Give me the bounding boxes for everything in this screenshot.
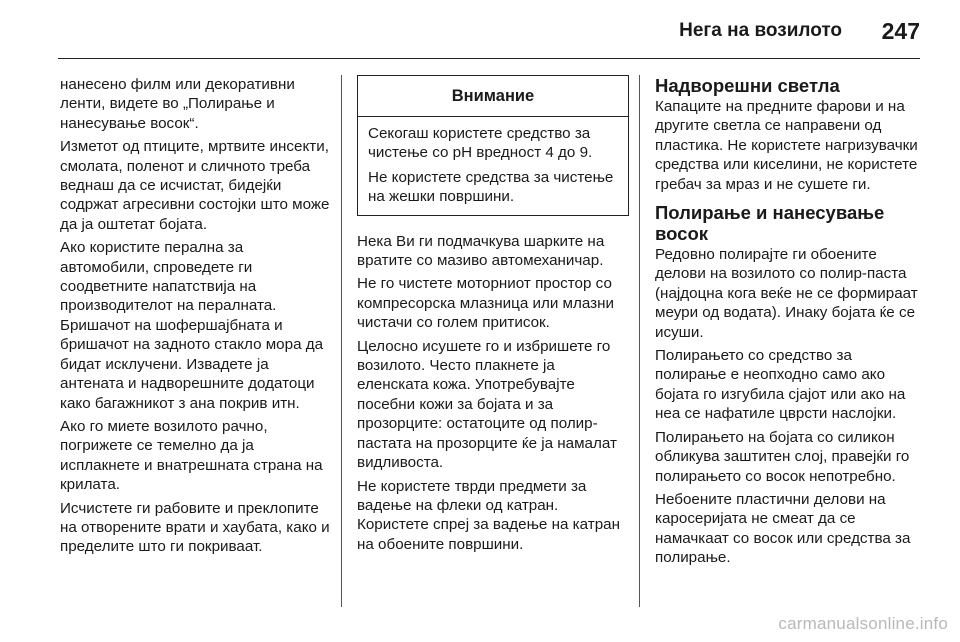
paragraph: Исчистете ги рабовите и преклопите на отворените врати и хаубата, како и пределите што ги покриваат. (60, 499, 330, 556)
paragraph: Редовно полирајте ги обоените делови на возилото со полир-паста (најдоцна кога веќе не се формираат меури од водата). Инаку бојата ќе се исуши. (655, 246, 918, 341)
warning-paragraph: Не користете средства за чистење на жешки површини. (368, 168, 614, 206)
paragraph: нанесено филм или декоративни ленти, видете во „Полирање и нанесување восок“. (60, 76, 295, 132)
column-divider-1 (341, 75, 342, 607)
warning-box (357, 75, 629, 216)
paragraph: Капаците на предните фарови и на другите светла се направени од пластика. Не користете нагризувачки средства или киселини, не користете гребач за мраз и не сушете ги. (655, 98, 918, 193)
column-right (655, 75, 927, 572)
page-header (0, 0, 960, 58)
warning-paragraph: Секогаш користете средство за чистење со pH вредност 4 до 9. (368, 125, 593, 162)
paragraph: Не го чистете моторниот простор со компресорска млазница или млазни чистачи со голем притисок. (357, 275, 614, 332)
page-number: 247 (881, 18, 920, 44)
page-title: Нега на возилото (679, 20, 842, 41)
section-heading-polishing: Полирање и нанесување восок (655, 202, 885, 245)
column-divider-2 (639, 75, 640, 607)
paragraph: Ако го миете возилото рачно, погрижете се темелно да ја исплакнете и внатрешната страна на крилата. (60, 417, 323, 494)
paragraph: Ако користите перална за автомобили, спроведете ги соодветните напатствија на производителот на пералната. Бришачот на шофершајбната и бришачот на задното стакло мора да бидат исклучени. Извадете ја антената и надворешните додатоци како багажникот з ана покрив итн. (60, 239, 324, 412)
paragraph: Полирањето на бојата со силикон обликува заштитен слој, правејќи го полирањето со восок непотребно. (655, 428, 910, 485)
section-heading-exterior-lights: Надворешни светла (655, 75, 840, 96)
header-divider (58, 58, 920, 59)
warning-body (358, 117, 628, 215)
paragraph: Нека Ви ги подмачкува шарките на вратите со мазиво автомеханичар. (357, 232, 605, 270)
column-left (60, 75, 332, 561)
paragraph: Целосно исушете го и избришете го возилото. Често плакнете ја еленската кожа. Употребувајте посебни кожи за бојата и за прозорците: остатоците од полир-пастата на прозорците ќе ја намалат видливоста. (357, 337, 617, 472)
warning-title: Внимание (358, 76, 628, 117)
watermark: carmanualsonline.info (778, 614, 948, 633)
paragraph: Изметот од птиците, мртвите инсекти, смолата, поленот и сличното треба веднаш да се исчистат, бидејќи содржат агресивни состојки што може да ја оштетат бојата. (60, 138, 330, 233)
paragraph: Небоените пластични делови на каросеријата не смеат да се намачкаат со восок или средства за полирање. (655, 490, 911, 567)
paragraph: Полирањето со средство за полирање е неопходно само ако бојата го изгубила сјајот или ако на неа се нафатиле цврсти наслојки. (655, 347, 906, 423)
column-middle (357, 75, 629, 558)
paragraph: Не користете тврди предмети за вадење на флеки од катран. Користете спреј за вадење на катран на обоените површини. (357, 477, 620, 553)
